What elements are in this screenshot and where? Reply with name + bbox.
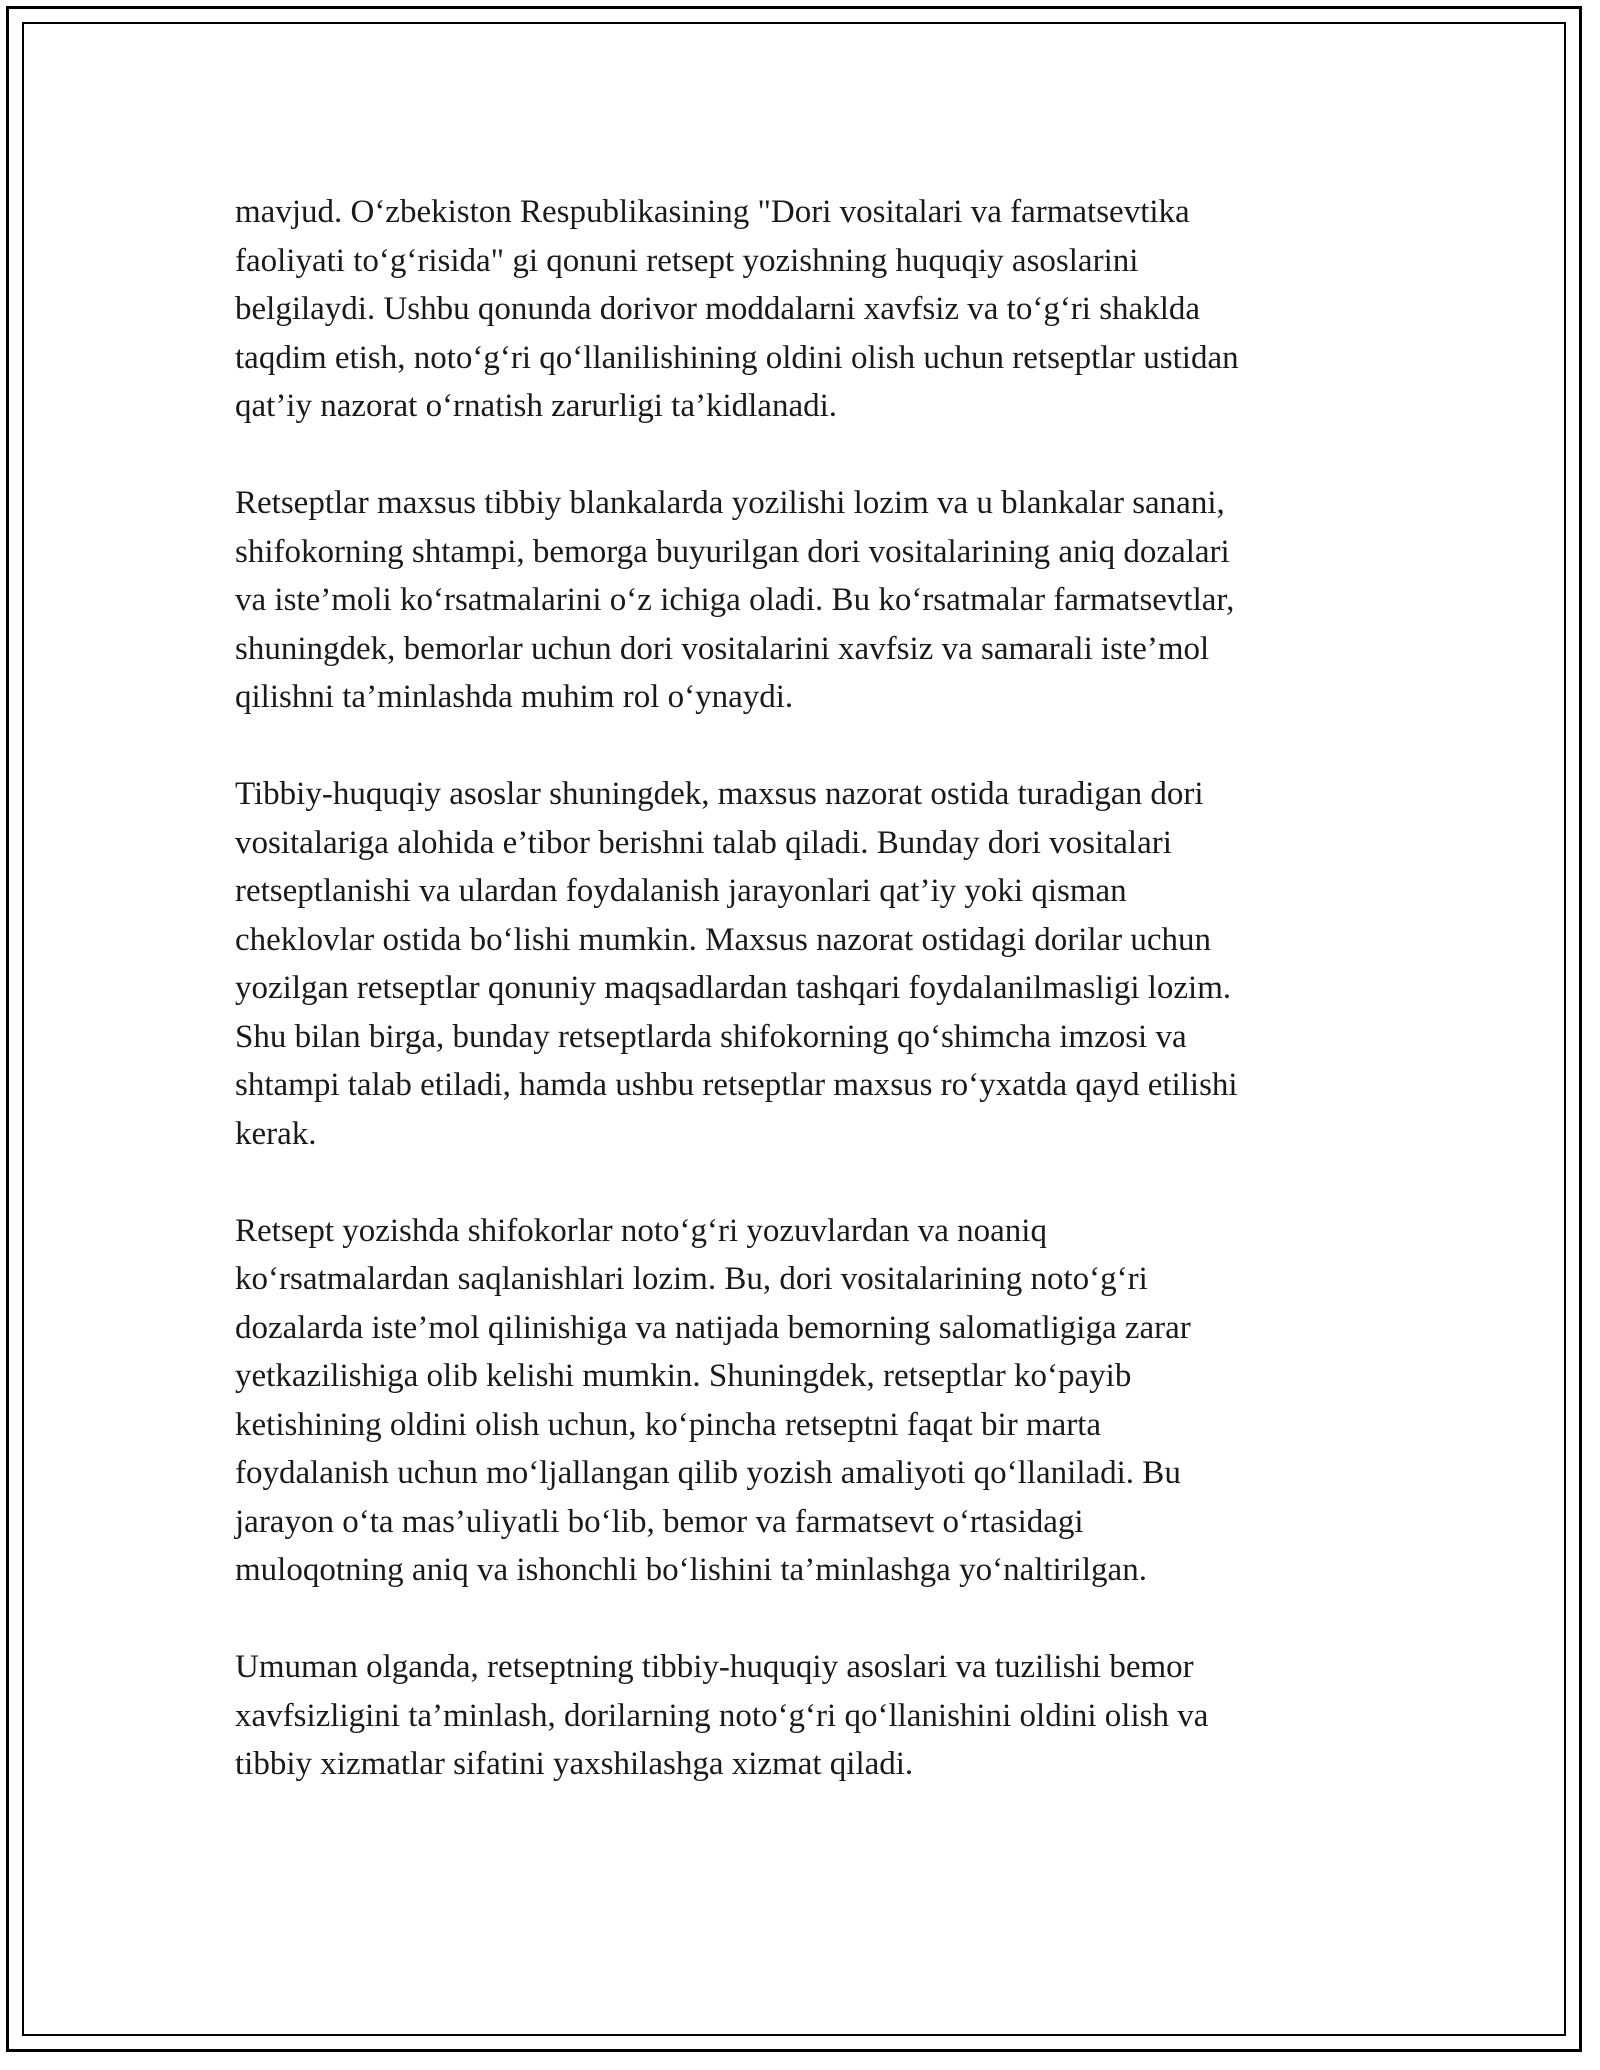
paragraph: Umuman olganda, retseptning tibbiy-huquqiy asoslari va tuzilishi bemor xavfsizligini ta’minlash, dorilarning noto‘g‘ri qo‘llanishini oldini olish va tibbiy xizmatlar sifatini yaxshilashga xizmat qiladi. <box>235 1649 1209 1782</box>
paragraph: Retsept yozishda shifokorlar noto‘g‘ri yozuvlardan va noaniq ko‘rsatmalardan saqlanishlari lozim. Bu, dori vositalarining noto‘g‘ri dozalarda iste’mol qilinishiga va natijada bemorning salomatligiga zarar yetkazilishiga olib kelishi mumkin. Shuningdek, retseptlar ko‘payib ketishining oldini olish uchun, ko‘pincha retseptni faqat bir marta foydalanish uchun mo‘ljallangan qilib yozish amaliyoti qo‘llaniladi. Bu jarayon o‘ta mas’uliyatli bo‘lib, bemor va farmatsevt o‘rtasidagi muloqotning aniq va ishonchli bo‘lishini ta’minlashga yo‘naltirilgan. <box>235 1212 1191 1588</box>
paragraph: Retseptlar maxsus tibbiy blankalarda yozilishi lozim va u blankalar sanani, shifokorning shtampi, bemorga buyurilgan dori vositalarining aniq dozalari va iste’moli ko‘rsatmalarini o‘z ichiga oladi. Bu ko‘rsatmalar farmatsevtlar, shuningdek, bemorlar uchun dori vositalarini xavfsiz va samarali iste’mol qilishni ta’minlashda muhim rol o‘ynaydi. <box>235 485 1235 715</box>
document-body <box>235 188 1365 1837</box>
paragraph: mavjud. O‘zbekiston Respublikasining "Dori vositalari va farmatsevtika faoliyati to‘g‘risida" gi qonuni retsept yozishning huquqiy asoslarini belgilaydi. Ushbu qonunda dorivor moddalarni xavfsiz va to‘g‘ri shaklda taqdim etish, noto‘g‘ri qo‘llanilishining oldini olish uchun retseptlar ustidan qat’iy nazorat o‘rnatish zarurligi ta’kidlanadi. <box>235 194 1239 424</box>
paragraph: Tibbiy-huquqiy asoslar shuningdek, maxsus nazorat ostida turadigan dori vositalariga alohida e’tibor berishni talab qiladi. Bunday dori vositalari retseptlanishi va ulardan foydalanish jarayonlari qat’iy yoki qisman cheklovlar ostida bo‘lishi mumkin. Maxsus nazorat ostidagi dorilar uchun yozilgan retseptlar qonuniy maqsadlardan tashqari foydalanilmasligi lozim. Shu bilan birga, bunday retseptlarda shifokorning qo‘shimcha imzosi va shtampi talab etiladi, hamda ushbu retseptlar maxsus ro‘yxatda qayd etilishi kerak. <box>235 776 1238 1152</box>
